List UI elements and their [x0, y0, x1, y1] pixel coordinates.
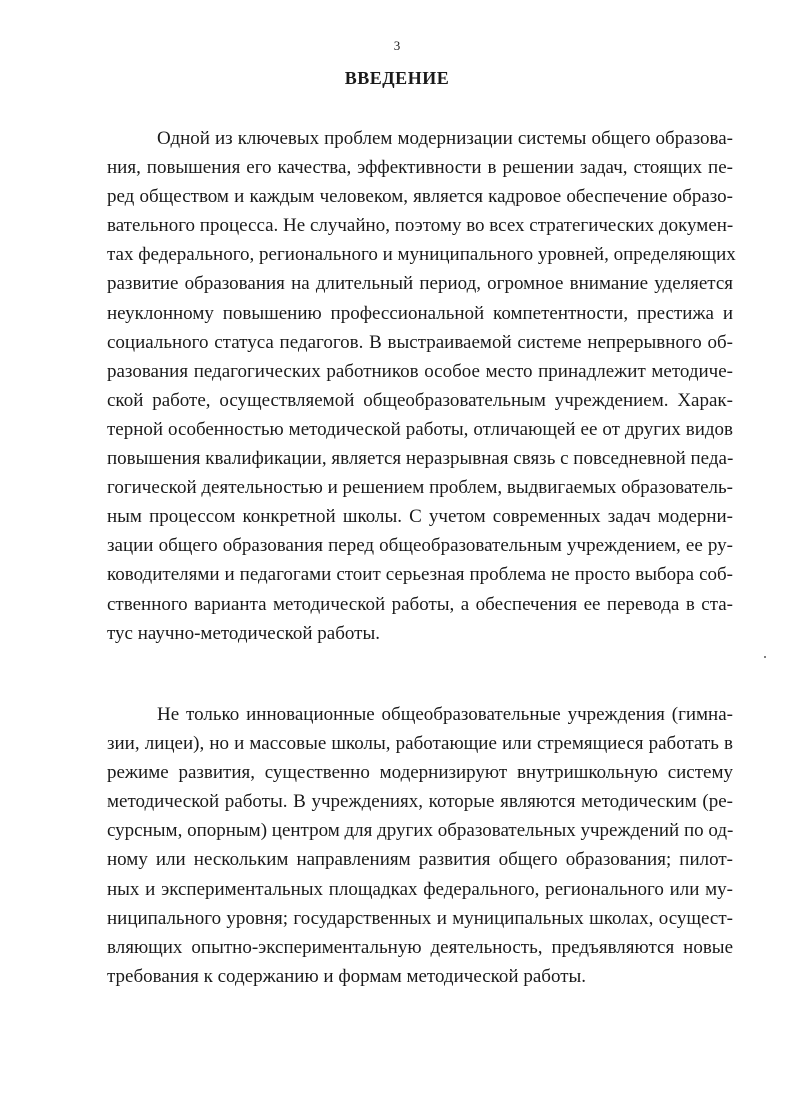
- text-line: ред обществом и каждым человеком, является кадровое обеспечение образо-: [107, 186, 733, 208]
- text-line: ных и экспериментальных площадках федерального, регионального или му-: [107, 878, 733, 900]
- page-number: 3: [393, 38, 401, 53]
- page-title: ВВЕДЕНИЕ: [344, 68, 450, 88]
- text-line: сурсным, опорным) центром для других образовательных учреждений по од-: [107, 820, 734, 842]
- text-line: ской работе, осуществляемой общеобразовательным учреждением. Харак-: [107, 389, 733, 411]
- text-line: вляющих опытно-экспериментальную деятельность, предъявляются новые: [107, 936, 733, 958]
- text-line: ния, повышения его качества, эффективности в решении задач, стоящих пе-: [107, 157, 733, 179]
- text-line: ственного варианта методической работы, а обеспечения ее перевода в ста-: [107, 593, 733, 615]
- text-line: вательного процесса. Не случайно, поэтому во всех стратегических докумен-: [107, 215, 734, 237]
- text-line: неуклонному повышению профессиональной компетентности, престижа и: [107, 302, 733, 324]
- text-line: ководителями и педагогами стоит серьезная проблема не просто выбора соб-: [107, 564, 733, 586]
- text-line: гогической деятельностью и решением проблем, выдвигаемых образователь-: [107, 477, 733, 499]
- text-line: ниципального уровня; государственных и муниципальных школах, осущест-: [107, 907, 733, 929]
- text-line: требования к содержанию и формам методической работы.: [107, 965, 587, 987]
- text-line: методической работы. В учреждениях, которые являются методическим (ре-: [107, 791, 733, 813]
- text-line: Одной из ключевых проблем модернизации системы общего образова-: [157, 128, 733, 149]
- text-line: ному или нескольким направлениям развития общего образования; пилот-: [107, 849, 733, 871]
- text-line: зации общего образования перед общеобразовательным учреждением, ее ру-: [107, 535, 733, 557]
- text-line: социального статуса педагогов. В выстраиваемой системе непрерывного об-: [107, 331, 733, 353]
- text-line: тах федерального, регионального и муниципального уровней, определяющих: [107, 244, 736, 266]
- text-line: разования педагогических работников особое место принадлежит методиче-: [107, 360, 733, 382]
- text-line: терной особенностью методической работы, отличающей ее от других видов: [107, 418, 733, 440]
- text-line: развитие образования на длительный период, огромное внимание уделяется: [107, 273, 733, 295]
- text-line: ным процессом конкретной школы. С учетом современных задач модерни-: [107, 506, 733, 528]
- paragraph-2: [107, 700, 733, 991]
- text-line: Не только инновационные общеобразовательные учреждения (гимна-: [157, 704, 733, 725]
- text-line: повышения квалификации, является неразрывная связь с повседневной педа-: [107, 448, 734, 470]
- paragraph-1: [107, 124, 736, 648]
- text-line: режиме развития, существенно модернизируют внутришкольную систему: [107, 762, 733, 784]
- text-line: тус научно-методической работы.: [107, 622, 380, 644]
- scan-speck: [764, 656, 766, 658]
- text-line: зии, лицеи), но и массовые школы, работающие или стремящиеся работать в: [107, 733, 733, 755]
